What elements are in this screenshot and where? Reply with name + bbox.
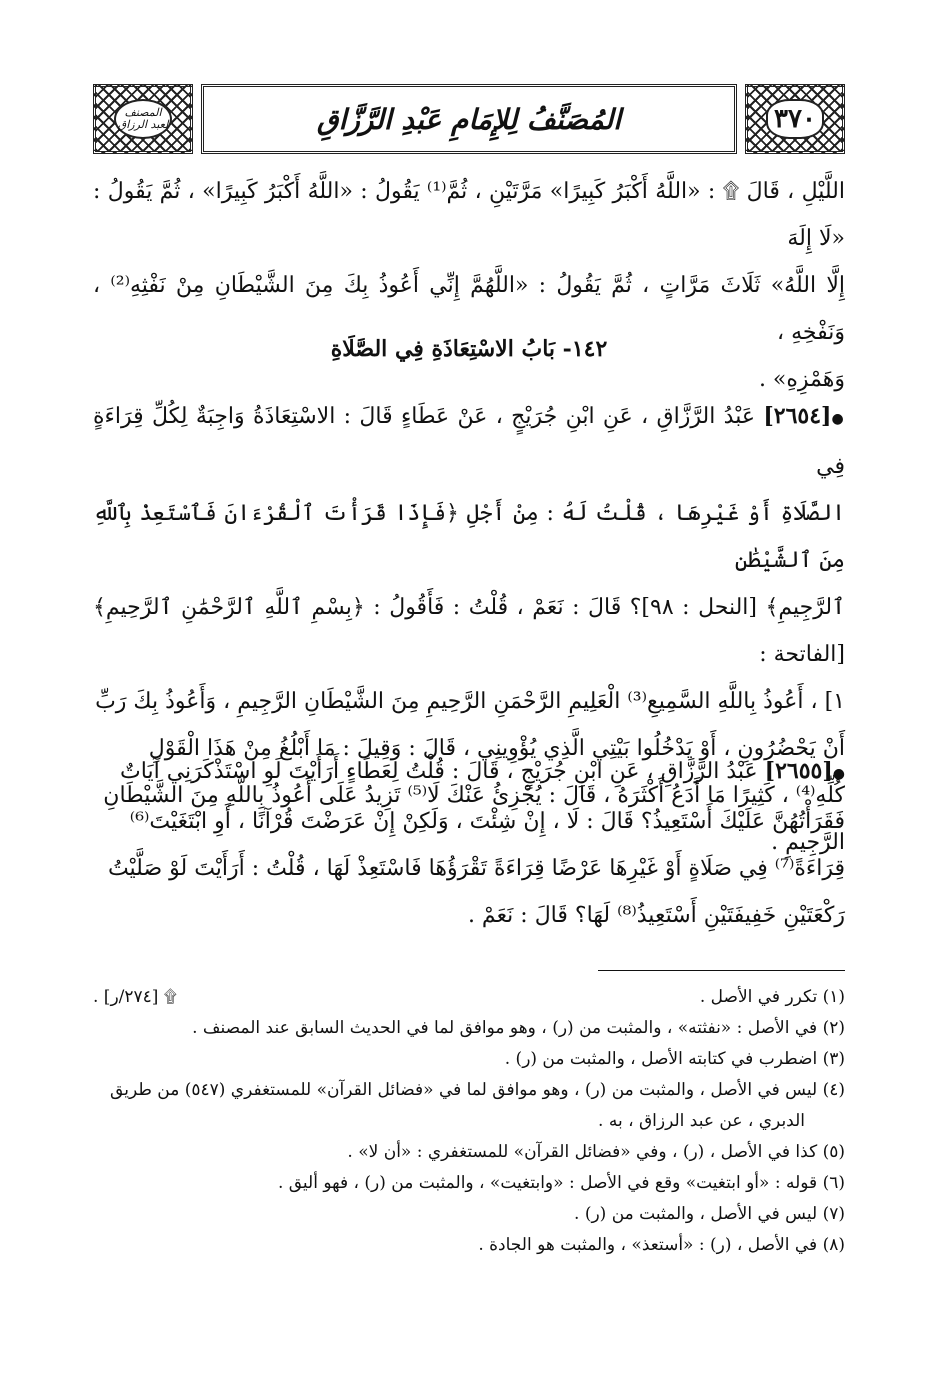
text-line: فَقَرَأْتُهُنَّ عَلَيْكَ أَسْتَعِيذُ؟ قَالَ : لَا ، إِنْ شِئْتَ ، وَلَكِنْ إِنْ عَرَضْتَ قُرْآنًا ، أَوِ ابْتَغَيْتَ⁽⁶⁾ xyxy=(129,809,845,834)
seal-text: المصنف لعبد الرزاق xyxy=(117,105,169,131)
footnote-4-continued: الدبري ، عن عبد الرزاق ، به . xyxy=(598,1111,805,1131)
text-line xyxy=(93,393,845,490)
text-line: أَنْ يَحْضُرُونِ ، أَوْ يَدْخُلُوا بَيْتِي الَّذِي يُؤْوِينِي ، قَالَ : وَقِيلَ : مَا أَبْلُغُ مِنْ هَذَا الْقَوْلِ xyxy=(148,736,845,761)
text-line: إِلَّا اللَّهُ» ثَلَاثَ مَرَّاتٍ ، ثُمَّ يَقُولُ : «اللَّهُمَّ إِنِّي أَعُوذُ بِكَ مِنَ الشَّيْطَانِ مِنْ نَفْثِهِ⁽²⁾ ، وَنَفْخِهِ ، xyxy=(93,273,845,345)
text-line: الصَّلَاةِ أَوْ غَيْرِهَا ، قُلْتُ لَهُ : مِنْ أَجْلِ ﴿فَإِذَا قَرَأْتَ ٱلْقُرْءَانَ فَٱسْتَعِذْ بِٱللَّهِ مِنَ ٱلشَّيْطَٰنِ xyxy=(93,501,845,573)
continued-paragraph xyxy=(93,168,845,403)
footnote-5: (٥) كذا في الأصل ، (ر) ، وفي «فضائل القرآن» للمستغفري : «أن لا» . xyxy=(347,1142,845,1162)
text-line: اللَّيْلِ ، قَالَ ۩ : «اللَّهُ أَكْبَرُ كَبِيرًا» مَرَّتَيْنِ ، ثُمَّ⁽¹⁾ يَقُولُ : «اللَّهُ أَكْبَرُ كَبِيرًا» ، ثُمَّ يَقُولُ : «لَا إِلَهَ xyxy=(93,179,845,251)
title-frame xyxy=(201,84,737,154)
footnote-3: (٣) اضطرب في كتابته الأصل ، والمثبت من (ر) . xyxy=(504,1049,845,1069)
hadith-number: [٢٦٥٤] xyxy=(763,403,832,429)
hadith-number: [٢٦٥٥] xyxy=(764,758,833,784)
text-fragment: عَبْدُ الرَّزَّاقِ ، عَنِ ابْنِ جُرَيْجٍ ، قَالَ : قُلْتُ لِعَطَاءٍ أَرَأَيْتَ لَوِ اسْتَذْكَرَنِي آيَاتٌ xyxy=(120,759,758,784)
page-number-ornament xyxy=(745,84,845,154)
text-line: وَهَمْزِهِ» . xyxy=(758,367,845,392)
footnote-6: (٦) قوله : «أو ابتغيت» وقع في الأصل : «وابتغيت» ، والمثبت من (ر) ، فهو أليق . xyxy=(277,1173,845,1193)
page-header xyxy=(93,84,845,154)
manuscript-reference: ۩ [٢٧٤/ر] . xyxy=(93,987,177,1007)
bullet-icon: ● xyxy=(832,766,845,782)
text-line: ١] ، أَعُوذُ بِاللَّهِ السَّمِيعِ⁽³⁾ الْعَلِيمِ الرَّحْمَنِ الرَّحِيمِ مِنَ الشَّيْطَانِ الرَّجِيمِ ، وَأَعُوذُ بِكَ رَبِّ xyxy=(95,689,845,714)
text-line: قِرَاءَةً⁽⁷⁾ فِي صَلَاةٍ أَوْ غَيْرِهَا عَرْضًا قِرَاءَةً تَقْرَؤُهَا فَاسْتَعِذْ لَهَا ، قُلْتُ : أَرَأَيْتَ لَوْ صَلَّيْتُ xyxy=(107,856,845,881)
text-line: ٱلرَّجِيمِ﴾ [النحل : ٩٨]؟ قَالَ : نَعَمْ ، قُلْتُ : فَأَقُولُ : ﴿بِسْمِ ٱللَّهِ ٱلرَّحْمَٰنِ ٱلرَّحِيمِ﴾ [الفاتحة : xyxy=(93,595,845,667)
footnote-4: (٤) ليس في الأصل ، والمثبت من (ر) ، وهو موافق لما في «فضائل القرآن» للمستغفري (٥٤٧) من طريق xyxy=(110,1080,845,1100)
footnote-7: (٧) ليس في الأصل ، والمثبت من (ر) . xyxy=(574,1204,845,1224)
page-number: ٣٧٠ xyxy=(774,104,816,134)
footnotes xyxy=(93,982,845,1261)
footnote-row xyxy=(93,982,845,1013)
page-title: المُصَنَّفُ لِلإِمَامِ عَبْدِ الرَّزَّاقِ xyxy=(316,102,622,136)
text-line xyxy=(93,748,845,798)
footnote-separator xyxy=(598,970,845,971)
footnote-2: (٢) في الأصل : «نفثته» ، والمثبت من (ر) ، وهو موافق لما في الحديث السابق عند المصنف . xyxy=(192,1018,845,1038)
bullet-icon: ● xyxy=(831,411,846,427)
text-line: الرَّجِيمِ . xyxy=(771,830,845,855)
text-line: رَكْعَتَيْنِ خَفِيفَتَيْنِ أَسْتَعِيذُ⁽⁸⁾ لَهَا؟ قَالَ : نَعَمْ . xyxy=(467,903,845,928)
text-line: كُلِّهِ⁽⁴⁾ ، كَثِيرًا مَا أَدَعُ أَكْثَرَهُ ، قَالَ : يُجْزِئُ عَنْكَ لَا⁽⁵⁾ تَزِيدُ عَلَى أَعُوذُ بِاللَّهِ مِنَ الشَّيْطَانِ xyxy=(103,783,845,808)
hadith-2655 xyxy=(93,748,845,939)
seal-ornament xyxy=(93,84,193,154)
text-fragment: عَبْدُ الرَّزَّاقِ ، عَنِ ابْنِ جُرَيْجٍ ، عَنْ عَطَاءٍ قَالَ : الاسْتِعَاذَةُ وَاجِبَةٌ لِكُلِّ قِرَاءَةٍ فِي xyxy=(93,404,845,479)
chapter-title: ١٤٢- بَابُ الاسْتِعَاذَةِ فِي الصَّلَاةِ xyxy=(330,336,608,362)
footnote-8: (٨) في الأصل ، (ر) : «أستعذ» ، والمثبت هو الجادة . xyxy=(478,1235,845,1255)
footnote-1: (١) تكرر في الأصل . xyxy=(699,987,845,1007)
